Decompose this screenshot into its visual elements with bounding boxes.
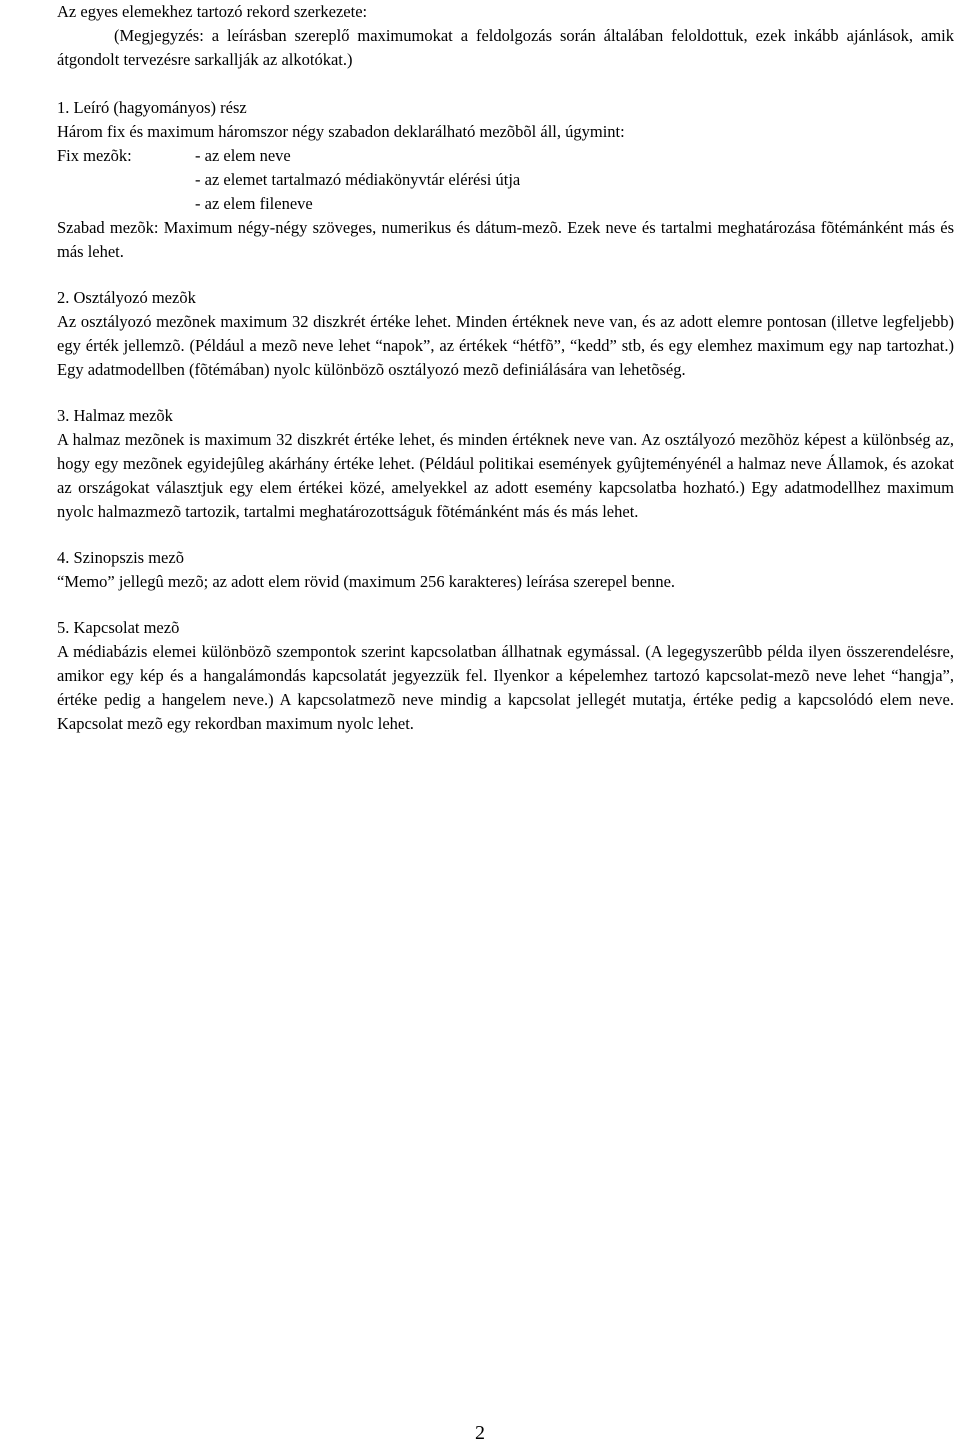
fixed-field-item: - az elem fileneve — [195, 194, 313, 213]
section2-body: Az osztályozó mezõnek maximum 32 diszkrét értéke lehet. Minden értéknek neve van, és az adott elemre pontosan (illetve legfeljebb) egy érték jellemzõ. (Például a mezõ neve lehet “napok”, az értékek “hétfõ”, “kedd” stb, és egy elemhez maximum egy nap tartozhat.) Egy adatmodellben (fõtémában) nyolc különbözõ osztályozó mezõ definiálására van lehetõség. — [57, 312, 954, 379]
intro-note: (Megjegyzés: a leírásban szereplő maximumokat a feldolgozás során általában feloldottuk, ezek inkább ajánlások, amik átgondolt tervezésre sarkallják az alkotókat.) — [57, 26, 954, 69]
section4-title: 4. Szinopszis mezõ — [57, 548, 184, 567]
section5-body: A médiabázis elemei különbözõ szempontok szerint kapcsolatban állhatnak egymással. (A legegyszerûbb példa ilyen összerendelésre, amikor egy kép és a hangalámondás kapcsolatát jegyezzük fel. Ilyenkor a képelemhez tartozó kapcsolat-mezõ neve lehet “hangja”, értéke pedig a hangelem neve.) A kapcsolatmezõ neve mindig a kapcsolat jellegét mutatja, értéke pedig a kapcsolódó elem neve. Kapcsolat mezõ egy rekordban maximum nyolc lehet. — [57, 642, 954, 733]
document-page — [57, 0, 954, 736]
section1-lead: Három fix és maximum háromszor négy szabadon deklarálható mezõbõl áll, úgymint: — [57, 122, 625, 141]
free-fields-text: Szabad mezõk: Maximum négy-négy szöveges, numerikus és dátum-mezõ. Ezek neve és tartalmi meghatározása fõtémánként más és más lehet. — [57, 218, 954, 261]
fixed-fields-label: Fix mezõk: — [57, 146, 132, 165]
fixed-fields — [57, 144, 954, 216]
page-number: 2 — [475, 1422, 485, 1444]
section5-title: 5. Kapcsolat mezõ — [57, 618, 180, 637]
fixed-field-item: - az elem neve — [195, 146, 291, 165]
section2-title: 2. Osztályozó mezõk — [57, 288, 196, 307]
section1-title: 1. Leíró (hagyományos) rész — [57, 98, 247, 117]
section3-body: A halmaz mezõnek is maximum 32 diszkrét értéke lehet, és minden értéknek neve van. Az osztályozó mezõhöz képest a különbség az, hogy egy mezõnek egyidejûleg akárhány értéke lehet. (Például politikai események gyûjteményénél a halmaz neve Államok, és azokat az országokat választjuk egy elem értékei közé, amelyekkel az adott esemény kapcsolatba hozható.) Egy adatmodellhez maximum nyolc halmazmezõ tartozik, tartalmi meghatározottságuk fõtémánként más és más lehet. — [57, 430, 954, 521]
section4-body: “Memo” jellegû mezõ; az adott elem rövid (maximum 256 karakteres) leírása szerepel benne. — [57, 572, 676, 591]
fixed-field-item: - az elemet tartalmazó médiakönyvtár elérési útja — [195, 170, 521, 189]
section3-title: 3. Halmaz mezõk — [57, 406, 173, 425]
intro-heading: Az egyes elemekhez tartozó rekord szerkezete: — [57, 2, 368, 21]
